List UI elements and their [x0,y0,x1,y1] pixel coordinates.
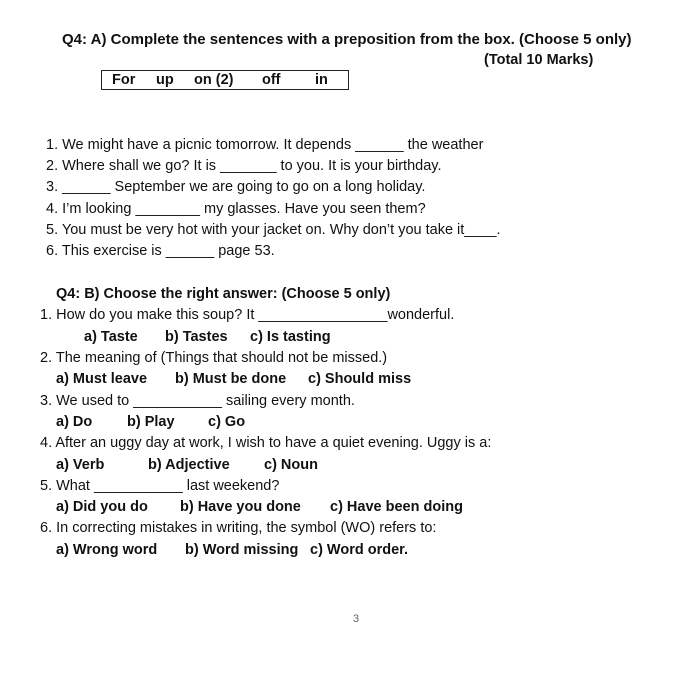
option-b: b) Adjective [148,457,230,473]
total-marks: (Total 10 Marks) [484,52,594,68]
option-a: a) Must leave [56,371,148,387]
option-c: c) Have been doing [330,499,463,515]
section-a-title: Q4: A) Complete the sentences with a preposition from the box. (Choose 5 only) [62,31,632,48]
option-a: a) Verb [56,457,105,473]
question-6: 6. In correcting mistakes in writing, the symbol (WO) refers to: [40,520,437,536]
option-a: a) Wrong word [56,542,158,558]
word-box-item: off [262,72,281,88]
option-a: a) Taste [84,329,138,345]
sentence-5: 5. You must be very hot with your jacket on. Why don’t you take it____. [46,222,501,238]
option-c: c) Should miss [308,371,412,387]
question-2: 2. The meaning of (Things that should not be missed.) [40,350,388,366]
option-c: c) Noun [264,457,318,473]
sentence-3: 3. ______ September we are going to go on a long holiday. [46,179,426,195]
sentence-1: 1. We might have a picnic tomorrow. It depends ______ the weather [46,137,484,153]
sentence-2: 2. Where shall we go? It is _______ to you. It is your birthday. [46,158,442,174]
question-3: 3. We used to ___________ sailing every month. [40,393,355,409]
sentence-6: 6. This exercise is ______ page 53. [46,243,275,259]
question-5: 5. What ___________ last weekend? [40,478,280,494]
option-a: a) Do [56,414,93,430]
option-c: c) Word order. [310,542,409,558]
question-4: 4. After an uggy day at work, I wish to have a quiet evening. Uggy is a: [40,435,492,451]
option-c: c) Is tasting [250,329,331,345]
question-1: 1. How do you make this soup? It ________________wonderful. [40,307,455,323]
option-c: c) Go [208,414,246,430]
option-b: b) Must be done [175,371,287,387]
word-box [101,70,349,90]
page-number: 3 [353,613,360,625]
option-b: b) Tastes [165,329,228,345]
section-b-title: Q4: B) Choose the right answer: (Choose 5 only) [56,286,391,302]
word-box-item: up [156,72,174,88]
sentence-4: 4. I’m looking ________ my glasses. Have you seen them? [46,201,426,217]
word-box-item: in [315,72,328,88]
option-a: a) Did you do [56,499,148,515]
option-b: b) Have you done [180,499,301,515]
word-box-item: For [112,72,136,88]
word-box-item: on (2) [194,72,234,88]
option-b: b) Word missing [185,542,299,558]
option-b: b) Play [127,414,175,430]
